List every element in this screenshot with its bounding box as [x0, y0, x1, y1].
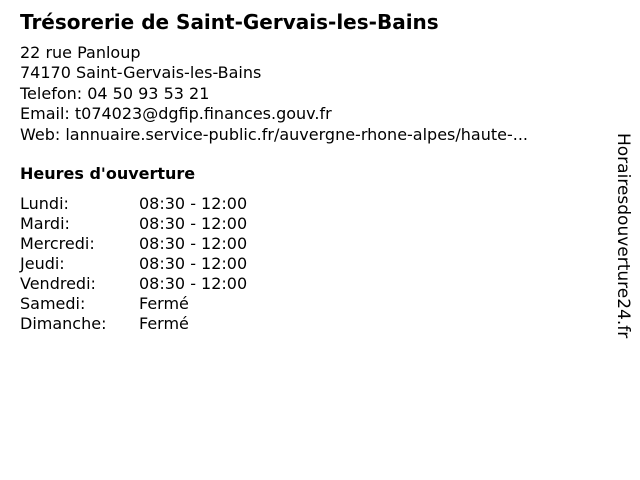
time-value: 08:30 - 12:00: [139, 234, 248, 253]
time-value: Fermé: [139, 294, 189, 313]
address-block: [20, 43, 528, 145]
email-address: Email: t074023@dgfip.finances.gouv.fr: [20, 104, 332, 124]
hours-row-lundi: [20, 194, 247, 214]
hours-row-vendredi: [20, 274, 247, 294]
hours-row-samedi: [20, 294, 247, 314]
hours-row-dimanche: [20, 314, 247, 334]
time-value: Fermé: [139, 314, 189, 333]
time-value: 08:30 - 12:00: [139, 254, 248, 273]
day-label: Mardi:: [20, 214, 70, 233]
hours-row-mardi: [20, 214, 247, 234]
time-value: 08:30 - 12:00: [139, 214, 248, 233]
website-link[interactable]: Web: lannuaire.service-public.fr/auvergne-rhone-alpes/haute-...: [20, 124, 529, 144]
hours-heading: Heures d'ouverture: [20, 164, 196, 183]
day-label: Vendredi:: [20, 274, 96, 293]
phone-number: Telefon: 04 50 93 53 21: [20, 83, 210, 103]
day-label: Samedi:: [20, 294, 86, 313]
street-address: 22 rue Panloup: [20, 43, 141, 62]
page-title: Trésorerie de Saint-Gervais-les-Bains: [20, 10, 439, 34]
day-label: Dimanche:: [20, 314, 107, 333]
time-value: 08:30 - 12:00: [139, 194, 248, 213]
hours-row-jeudi: [20, 254, 247, 274]
day-label: Jeudi:: [20, 254, 65, 273]
time-value: 08:30 - 12:00: [139, 274, 248, 293]
hours-table: [20, 194, 247, 334]
site-watermark: Horairesdouverture24.fr: [613, 133, 633, 339]
city-address: 74170 Saint-Gervais-les-Bains: [20, 63, 262, 83]
day-label: Mercredi:: [20, 234, 95, 253]
hours-row-mercredi: [20, 234, 247, 254]
day-label: Lundi:: [20, 194, 69, 213]
